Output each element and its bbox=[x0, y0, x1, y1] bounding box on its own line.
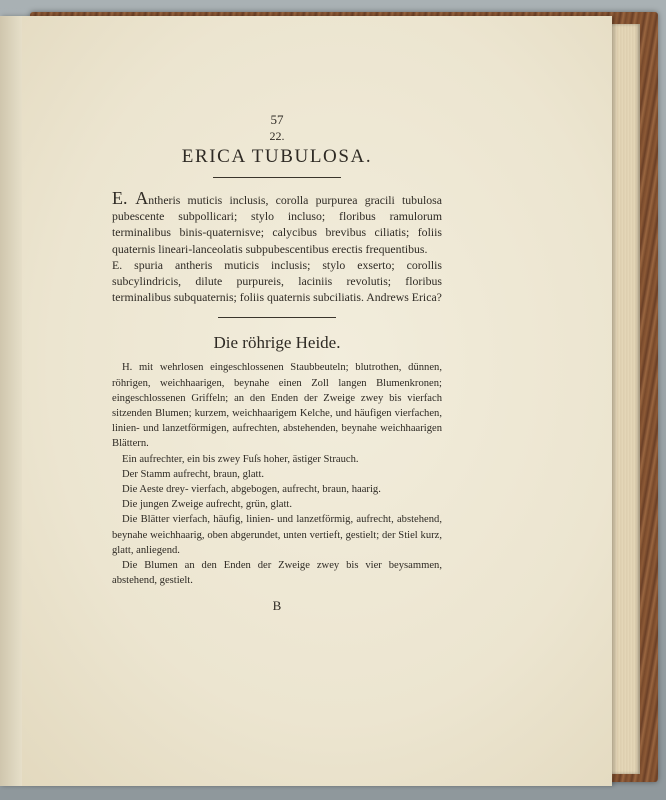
title-rule bbox=[213, 177, 341, 178]
latin-text: ntheris muticis inclusis, corolla purpurea gracili tubulosa pubescente subpollicari; stylo incluso; floribus ramulorum terminalibus binis-quaternisve; calycibus brevibus ciliatis; foliis quaternis lineari-lanceolatis subpubescentibus erectis frequentibus. bbox=[112, 193, 442, 256]
german-paragraph: Die Aeste drey- vierfach, abgebogen, aufrecht, braun, haarig. bbox=[122, 484, 381, 496]
latin-paragraph bbox=[112, 190, 442, 257]
signature-mark: B bbox=[272, 598, 282, 614]
page-gutter bbox=[0, 16, 22, 786]
german-title: Die röhrige Heide. bbox=[213, 333, 341, 353]
page-content bbox=[112, 112, 442, 614]
german-paragraph: Die jungen Zweige aufrecht, grün, glatt. bbox=[122, 499, 293, 511]
german-paragraph: Ein aufrechter, ein bis zwey Fuſs hoher, ästiger Strauch. bbox=[122, 453, 359, 465]
species-number: 22. bbox=[269, 129, 285, 143]
latin-text: E. spuria antheris muticis inclusis; stylo exserto; corollis subcylindricis, dilute purpureis, laciniis revolutis; floribus terminalibus subquaternis; foliis quaternis subciliatis. Andrews Erica? bbox=[112, 257, 442, 305]
german-description bbox=[112, 360, 442, 588]
latin-description bbox=[112, 190, 442, 305]
species-title: ERICA TUBULOSA. bbox=[181, 146, 373, 167]
latin-lead: E. A bbox=[112, 188, 149, 208]
book-page bbox=[0, 16, 612, 786]
german-paragraph: H. mit wehrlosen eingeschlossenen Staubbeuteln; blutrothen, dünnen, röhrigen, weichhaarigen, beynahe einen Zoll langen Blumenkronen; eingeschlossenen Griffeln; an den Enden der Zweige zwey bis vierfach sitzenden Blumen; kurzem, weichhaarigem Kelche, und häufigen vierfachen, linien- und lanzetförmigen, aufrechten, abstehenden, beynahe weichhaarigen Blättern. bbox=[112, 362, 442, 450]
german-paragraph: Die Blätter vierfach, häufig, linien- und lanzetförmig, aufrecht, abstehend, beynahe weichhaarig, oben abgerundet, unten vertieft, gestielt; der Stiel kurz, glatt, anliegend. bbox=[112, 514, 442, 556]
page-number: 57 bbox=[270, 112, 284, 127]
german-paragraph: Die Blumen an den Enden der Zweige zwey bis vier beysammen, abstehend, gestielt. bbox=[112, 560, 442, 587]
section-rule bbox=[218, 317, 336, 318]
german-paragraph: Der Stamm aufrecht, braun, glatt. bbox=[122, 468, 265, 480]
latin-paragraph bbox=[112, 257, 442, 306]
